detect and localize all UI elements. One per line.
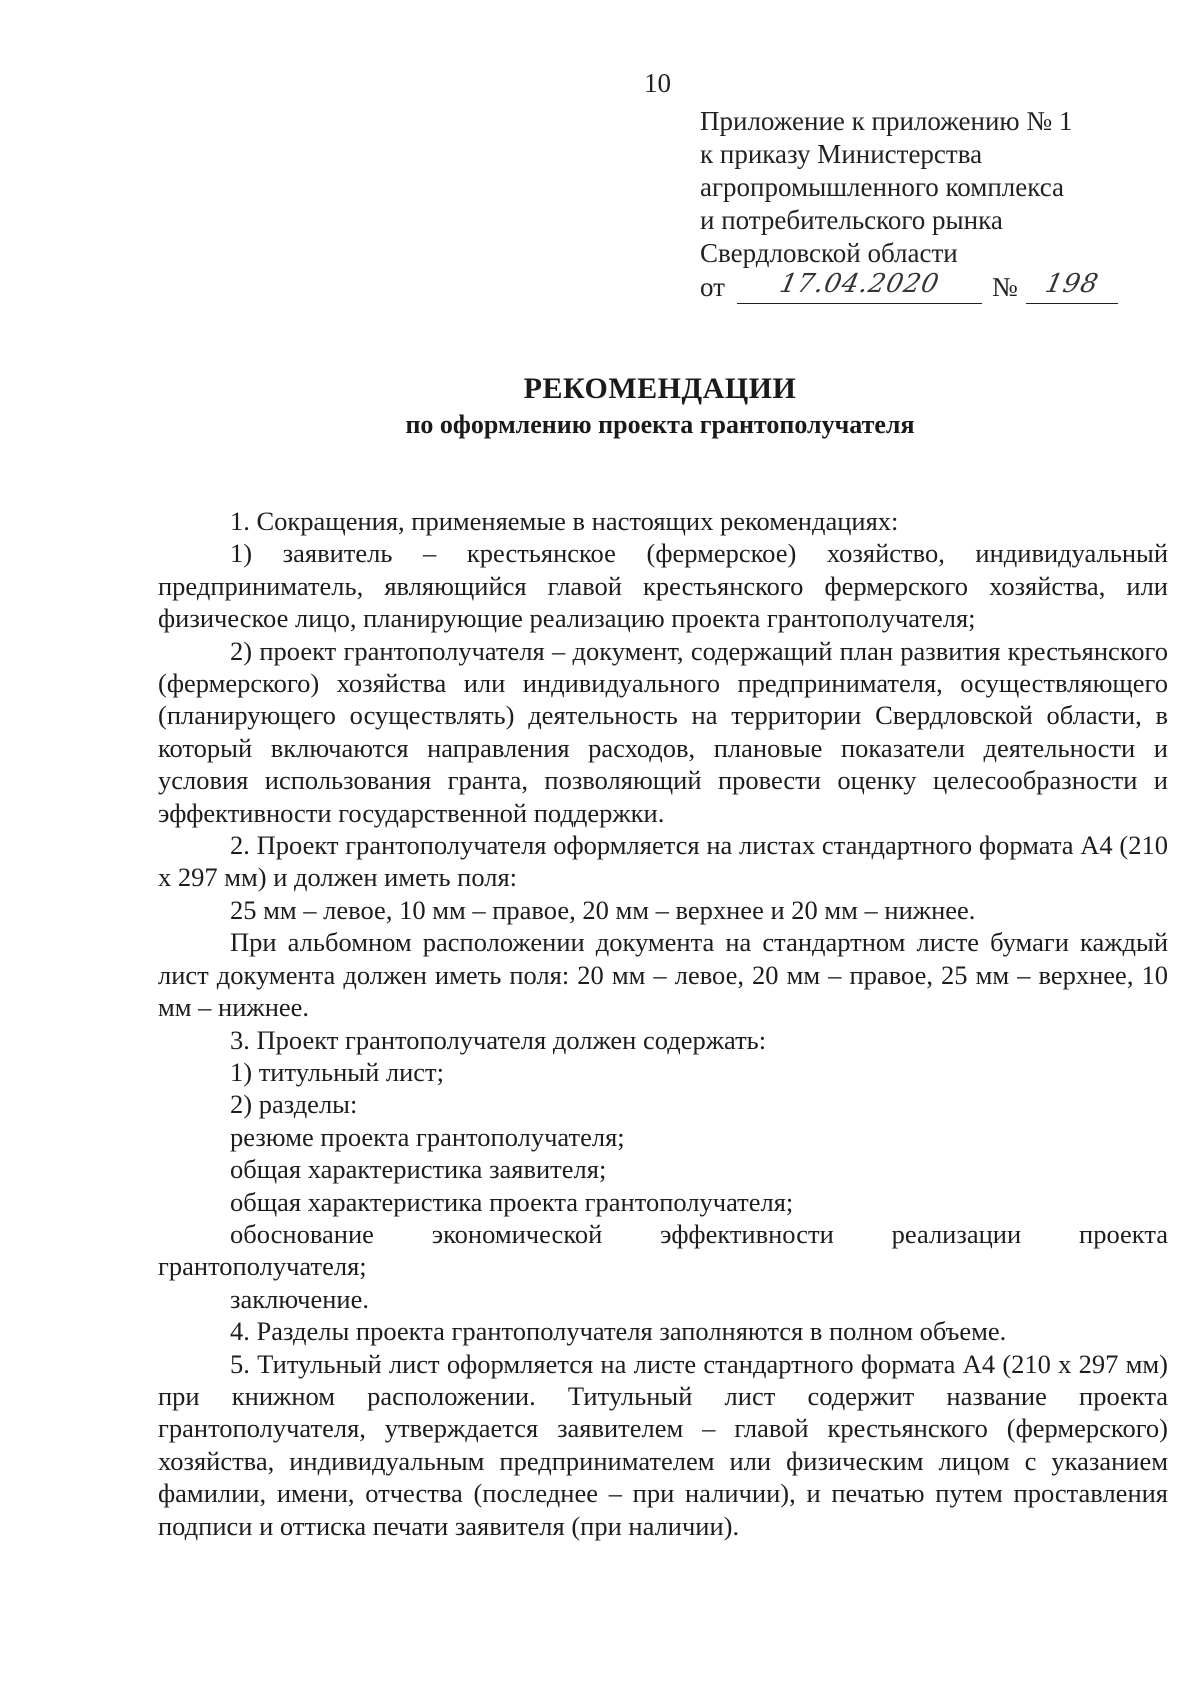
paragraph: 25 мм – левое, 10 мм – правое, 20 мм – верхнее и 20 мм – нижнее. [230, 894, 976, 925]
order-number-handwritten: 198 [1042, 269, 1102, 299]
paragraph: 2) проект грантополучателя – документ, содержащий план развития крестьянского (фермерского) хозяйства или индивидуального предпринимателя, осуществляющего (планирующего осуществлять) деятельность на территории Свердловской области, в который включаются направления расходов, плановые показатели деятельности и условия использования гранта, позволяющий провести оценку целесообразности и эффективности государственной поддержки. [158, 635, 1168, 828]
list-item: 2) разделы: [230, 1089, 358, 1120]
order-date-number-row [700, 271, 1118, 304]
list-item: общая характеристика заявителя; [230, 1154, 607, 1185]
list-item: обоснование экономической эффективности реализации проекта грантополучателя; [158, 1218, 1168, 1282]
attachment-header [700, 105, 1118, 304]
list-item: резюме проекта грантополучателя; [230, 1121, 625, 1152]
attachment-line: агропромышленного комплекса [700, 172, 1064, 202]
order-date-handwritten: 17.04.2020 [776, 269, 943, 299]
list-item: заключение. [230, 1283, 369, 1314]
list-item: общая характеристика проекта грантополучателя; [230, 1186, 794, 1217]
paragraph: При альбомном расположении документа на стандартном листе бумаги каждый лист документа должен иметь поля: 20 мм – левое, 20 мм – правое, 25 мм – верхнее, 10 мм – нижнее. [158, 927, 1168, 1023]
paragraph: 2. Проект грантополучателя оформляется на листах стандартного формата А4 (210 х 297 мм) и должен иметь поля: [158, 830, 1168, 893]
paragraph: 3. Проект грантополучателя должен содержать: [230, 1024, 767, 1055]
paragraph: 1) заявитель – крестьянское (фермерское) хозяйство, индивидуальный предприниматель, являющийся главой крестьянского фермерского хозяйства, или физическое лицо, планирующие реализацию проекта грантополучателя; [158, 538, 1168, 634]
number-prefix: № [991, 272, 1018, 302]
list-item: 1) титульный лист; [230, 1056, 444, 1087]
attachment-line: и потребительского рынка [700, 205, 1003, 235]
page-number: 10 [644, 68, 671, 98]
paragraph: 5. Титульный лист оформляется на листе стандартного формата А4 (210 х 297 мм) при книжном расположении. Титульный лист содержит название проекта грантополучателя, утверждается заявителем – главой крестьянского (фермерского) хозяйства, индивидуальным предпринимателем или физическим лицом с указанием фамилии, имени, отчества (последнее – при наличии), и печатью путем проставления подписи и оттиска печати заявителя (при наличии). [158, 1348, 1168, 1541]
attachment-line: Свердловской области [700, 238, 958, 268]
document-body [158, 505, 1168, 1542]
document-subtitle: по оформлению проекта грантополучателя [405, 410, 915, 439]
paragraph: 4. Разделы проекта грантополучателя заполняются в полном объеме. [230, 1316, 1007, 1347]
order-number-field [1026, 269, 1118, 304]
date-prefix: от [700, 272, 725, 302]
attachment-line: к приказу Министерства [700, 139, 983, 169]
paragraph: 1. Сокращения, применяемые в настоящих рекомендациях: [230, 506, 899, 536]
document-title: РЕКОМЕНДАЦИИ [523, 372, 797, 405]
attachment-line: Приложение к приложению № 1 [700, 106, 1073, 136]
order-date-field [737, 269, 982, 304]
